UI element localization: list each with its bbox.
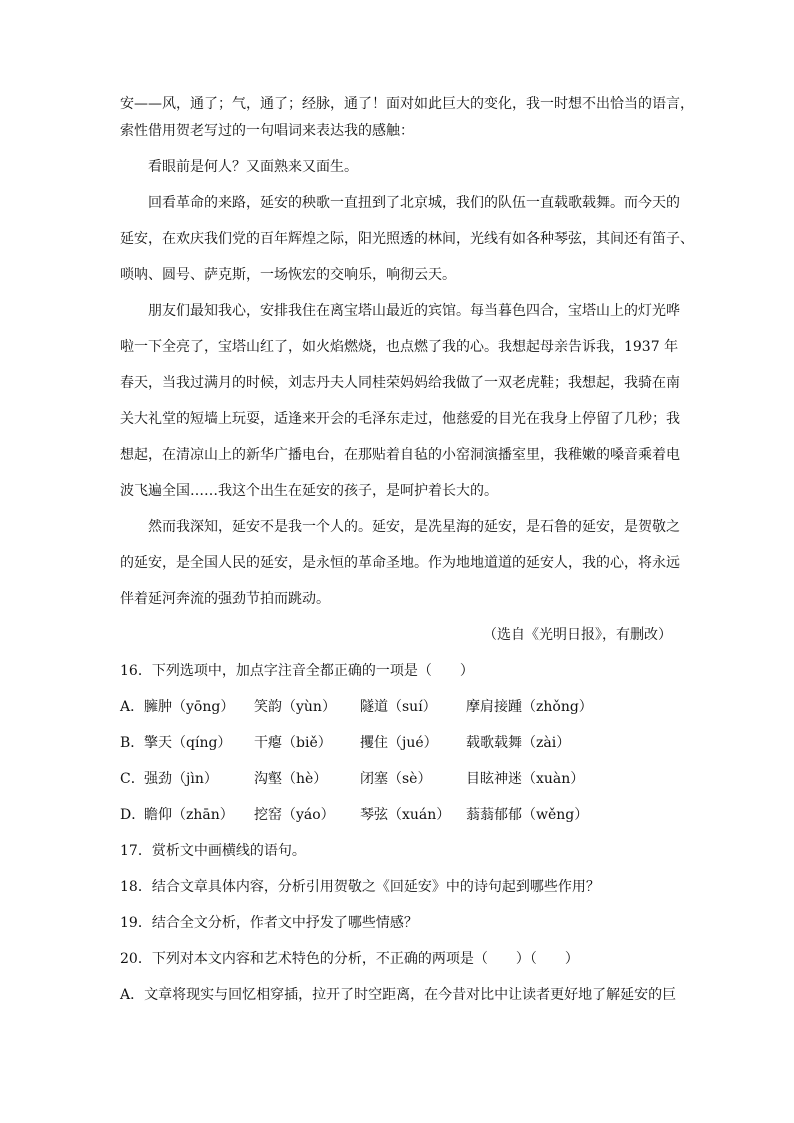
paragraph-friends (120, 298, 680, 505)
option-letter: D． (120, 807, 146, 823)
option-item: 沟壑（hè） (254, 771, 328, 787)
question-20-stem: 20．下列对本文内容和艺术特色的分析，不正确的两项是（ ）（ ） (120, 951, 579, 967)
question-19: 19．结合全文分析，作者文中抒发了哪些情感？ (120, 915, 418, 931)
option-item: 干瘪（biě） (254, 735, 332, 751)
question-16-option-a (120, 694, 676, 721)
paragraph-yanan (120, 514, 680, 613)
option-item: 隧道（suí） (360, 699, 437, 715)
option-item: 挖窑（yáo） (254, 807, 335, 823)
option-item: 闭塞（sè） (360, 771, 432, 787)
text-line: 波飞遍全国……我这个出生在延安的孩子，是呵护着长大的。 (120, 483, 498, 499)
question-16-option-c (120, 766, 676, 793)
article-source: （选自《光明日报》，有删改） (483, 627, 672, 643)
option-item: 笑韵（yùn） (254, 699, 336, 715)
question-16-option-b (120, 730, 676, 757)
text-line: 延安，在欢庆我们党的百年辉煌之际，阳光照透的林间，光线有如各种琴弦，其间还有笛子、 (120, 231, 694, 247)
question-17: 17．赏析文中画横线的语句。 (120, 843, 306, 859)
text-line: 回看革命的来路，延安的秧歌一直扭到了北京城，我们的队伍一直载歌载舞。而今天的 (148, 195, 680, 211)
text-line: 然而我深知，延安不是我一个人的。延安，是冼星海的延安，是石鲁的延安，是贺敬之 (148, 519, 680, 535)
option-item: 琴弦（xuán） (360, 807, 451, 823)
option-item: 强劲（jìn） (144, 771, 218, 787)
paragraph-continuation (120, 91, 694, 145)
option-item: 目眩神迷（xuàn） (466, 771, 585, 787)
option-item: 瞻仰（zhān） (144, 807, 234, 823)
paragraph-revolution (120, 190, 694, 289)
text-line: 看眼前是何人？又面熟来又面生。 (148, 159, 358, 175)
option-item: 蓊蓊郁郁（wěng） (466, 807, 589, 823)
text-line: 唢呐、圆号、萨克斯，一场恢宏的交响乐，响彻云天。 (120, 267, 456, 283)
text-line: 安——风，通了；气，通了；经脉，通了！面对如此巨大的变化，我一时想不出恰当的语言， (120, 96, 694, 112)
text-line: 关大礼堂的短墙上玩耍，适逢来开会的毛泽东走过，他慈爱的目光在我身上停留了几秒；我 (120, 411, 680, 427)
question-16-option-d (120, 802, 676, 829)
option-item: 载歌载舞（zài） (466, 735, 571, 751)
text-line: 想起，在清凉山上的新华广播电台，在那贴着自毡的小窑洞演播室里，我稚嫩的嗓音乘着电 (120, 447, 680, 463)
option-item: 攫住（jué） (360, 735, 438, 751)
paragraph-quote (120, 154, 676, 181)
text-line: 春天，当我过满月的时候，刘志丹夫人同桂荣妈妈给我做了一双老虎鞋；我想起，我骑在南 (120, 375, 680, 391)
option-item: 擎天（qíng） (144, 735, 232, 751)
option-letter: B． (120, 735, 145, 751)
text-line: 伴着延河奔流的强劲节拍而跳动。 (120, 591, 330, 607)
text-line: 索性借用贺老写过的一句唱词来表达我的感触： (120, 123, 414, 139)
text-line: 朋友们最知我心，安排我住在离宝塔山最近的宾馆。每当暮色四合，宝塔山上的灯光哗 (148, 303, 680, 319)
option-letter: A． (120, 699, 145, 715)
question-18: 18．结合文章具体内容，分析引用贺敬之《回延安》中的诗句起到哪些作用？ (120, 879, 600, 895)
option-item: 臃肿（yōng） (144, 699, 235, 715)
text-line: 啦一下全亮了，宝塔山红了，如火焰燃烧，也点燃了我的心。我想起母亲告诉我，1937 年 (120, 339, 679, 355)
question-20-option-a: A．文章将现实与回忆相穿插，拉开了时空距离，在今昔对比中让读者更好地了解延安的巨 (120, 987, 677, 1003)
question-16-stem: 16．下列选项中，加点字注音全都正确的一项是（ ） (120, 663, 474, 679)
option-item: 摩肩接踵（zhǒng） (466, 699, 593, 715)
option-letter: C． (120, 771, 145, 787)
text-line: 的延安，是全国人民的延安，是永恒的革命圣地。作为地地道道的延安人，我的心，将永远 (120, 555, 680, 571)
document-content (120, 91, 694, 1009)
